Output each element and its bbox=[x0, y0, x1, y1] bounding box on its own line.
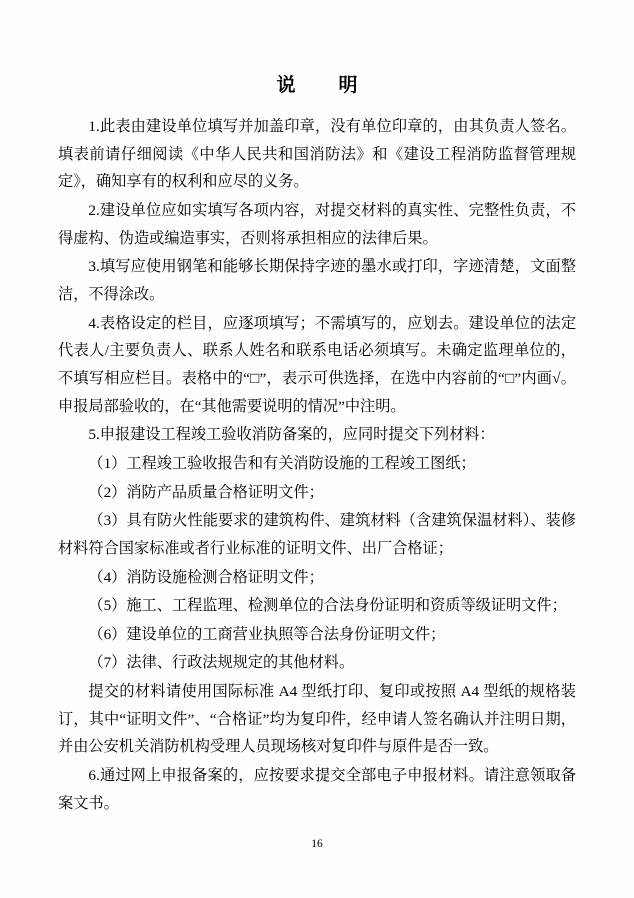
list-item-5: （5）施工、工程监理、检测单位的合法身份证明和资质等级证明文件； bbox=[88, 597, 567, 615]
list-item-4: （4）消防设施检测合格证明文件； bbox=[88, 568, 324, 586]
list-item-3: （3）具有防火性能要求的建筑构件、建筑材料（含建筑保温材料）、装修材料符合国家标准或者行业标准的证明文件、出厂合格证； bbox=[58, 512, 576, 557]
paragraph-5: 5.申报建设工程竣工验收消防备案的，应同时提交下列材料： bbox=[88, 426, 495, 444]
list-item-2: （2）消防产品质量合格证明文件； bbox=[88, 483, 324, 501]
paragraph-4: 4.表格设定的栏目，应逐项填写；不需填写的，应划去。建设单位的法定代表人/主要负责人、联系人姓名和联系电话必须填写。未确定监理单位的，不填写相应栏目。表格中的“□”，表示可供选择，在选中内容前的“□”内画√。申报局部验收的，在“其他需要说明的情况”中注明。 bbox=[58, 314, 576, 415]
paragraph-7: 6.通过网上申报备案的，应按要求提交全部电子申报材料。请注意领取备案文书。 bbox=[58, 767, 576, 812]
document-body bbox=[58, 113, 576, 817]
list-item-6: （6）建设单位的工商营业执照等合法身份证明文件； bbox=[88, 625, 446, 643]
page-title: 说 明 bbox=[276, 75, 370, 96]
paragraph-6: 提交的材料请使用国际标准 A4 型纸打印、复印或按照 A4 型纸的规格装订，其中“证明文件”、“合格证”均为复印件，经申请人签名确认并注明日期，并由公安机关消防机构受理人员现场核对复印件与原件是否一致。 bbox=[58, 683, 576, 756]
paragraph-3: 3.填写应使用钢笔和能够长期保持字迹的墨水或打印，字迹清楚，文面整洁，不得涂改。 bbox=[58, 258, 576, 303]
paragraph-2: 2.建设单位应如实填写各项内容，对提交材料的真实性、完整性负责，不得虚构、伪造或编造事实，否则将承担相应的法律后果。 bbox=[58, 201, 576, 247]
paragraph-1: 1.此表由建设单位填写并加盖印章，没有单位印章的，由其负责人签名。填表前请仔细阅读《中华人民共和国消防法》和《建设工程消防监督管理规定》，确知享有的权利和应尽的义务。 bbox=[58, 118, 576, 191]
list-item-7: （7）法律、行政法规规定的其他材料。 bbox=[88, 654, 355, 672]
page-number: 16 bbox=[311, 838, 323, 850]
list-item-1: （1）工程竣工验收报告和有关消防设施的工程竣工图纸； bbox=[88, 454, 476, 472]
